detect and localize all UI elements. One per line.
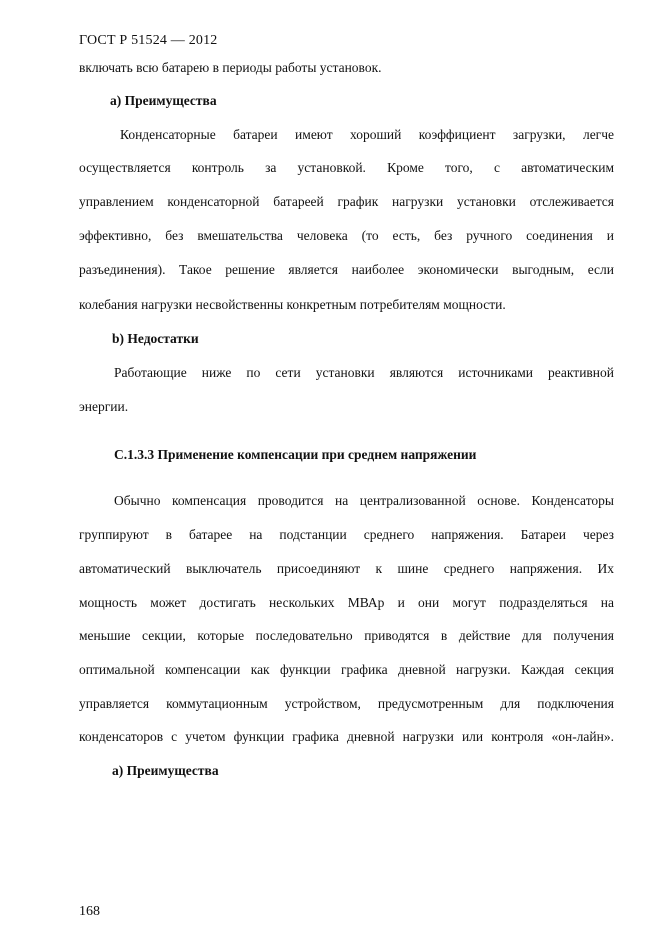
subheading-disadvantages: b) Недостатки xyxy=(112,331,199,346)
paragraph-line: оптимальной компенсации как функции графика дневной нагрузки. Каждая секция xyxy=(79,662,614,677)
paragraph-line: Работающие ниже по сети установки являются источниками реактивной xyxy=(114,365,614,380)
paragraph-line: конденсаторов с учетом функции графика дневной нагрузки или контроля «он-лайн». xyxy=(79,729,614,744)
document-standard-header: ГОСТ Р 51524 — 2012 xyxy=(79,33,218,48)
paragraph-line: группируют в батарее на подстанции среднего напряжения. Батареи через xyxy=(79,527,614,542)
paragraph-line: энергии. xyxy=(79,399,129,414)
paragraph-line: Конденсаторные батареи имеют хороший коэффициент загрузки, легче xyxy=(120,127,614,142)
paragraph-line: эффективно, без вмешательства человека (то есть, без ручного соединения и xyxy=(79,228,614,243)
paragraph-line: включать всю батарею в периоды работы установок. xyxy=(79,60,382,75)
paragraph-line: автоматический выключатель присоединяют к шине среднего напряжения. Их xyxy=(79,561,614,576)
paragraph-line: управляется коммутационным устройством, предусмотренным для подключения xyxy=(79,696,614,711)
paragraph-line: меньшие секции, которые последовательно приводятся в действие для получения xyxy=(79,628,614,643)
paragraph-line: Обычно компенсация проводится на централизованной основе. Конденсаторы xyxy=(114,493,614,508)
subheading-advantages: а) Преимущества xyxy=(112,763,219,778)
paragraph-line: разъединения). Такое решение является наиболее экономически выгодным, если xyxy=(79,262,614,277)
paragraph-line: управлением конденсаторной батареей график нагрузки установки отслеживается xyxy=(79,194,614,209)
subheading-advantages: а) Преимущества xyxy=(110,93,217,108)
paragraph-line: мощность может достигать нескольких МВАр и они могут подразделяться на xyxy=(79,595,614,610)
paragraph-line: колебания нагрузки несвойственны конкретным потребителям мощности. xyxy=(79,297,506,312)
page-number: 168 xyxy=(79,904,100,919)
paragraph-line: осуществляется контроль за установкой. Кроме того, с автоматическим xyxy=(79,160,614,175)
section-heading: C.1.3.3 Применение компенсации при среднем напряжении xyxy=(114,447,477,462)
